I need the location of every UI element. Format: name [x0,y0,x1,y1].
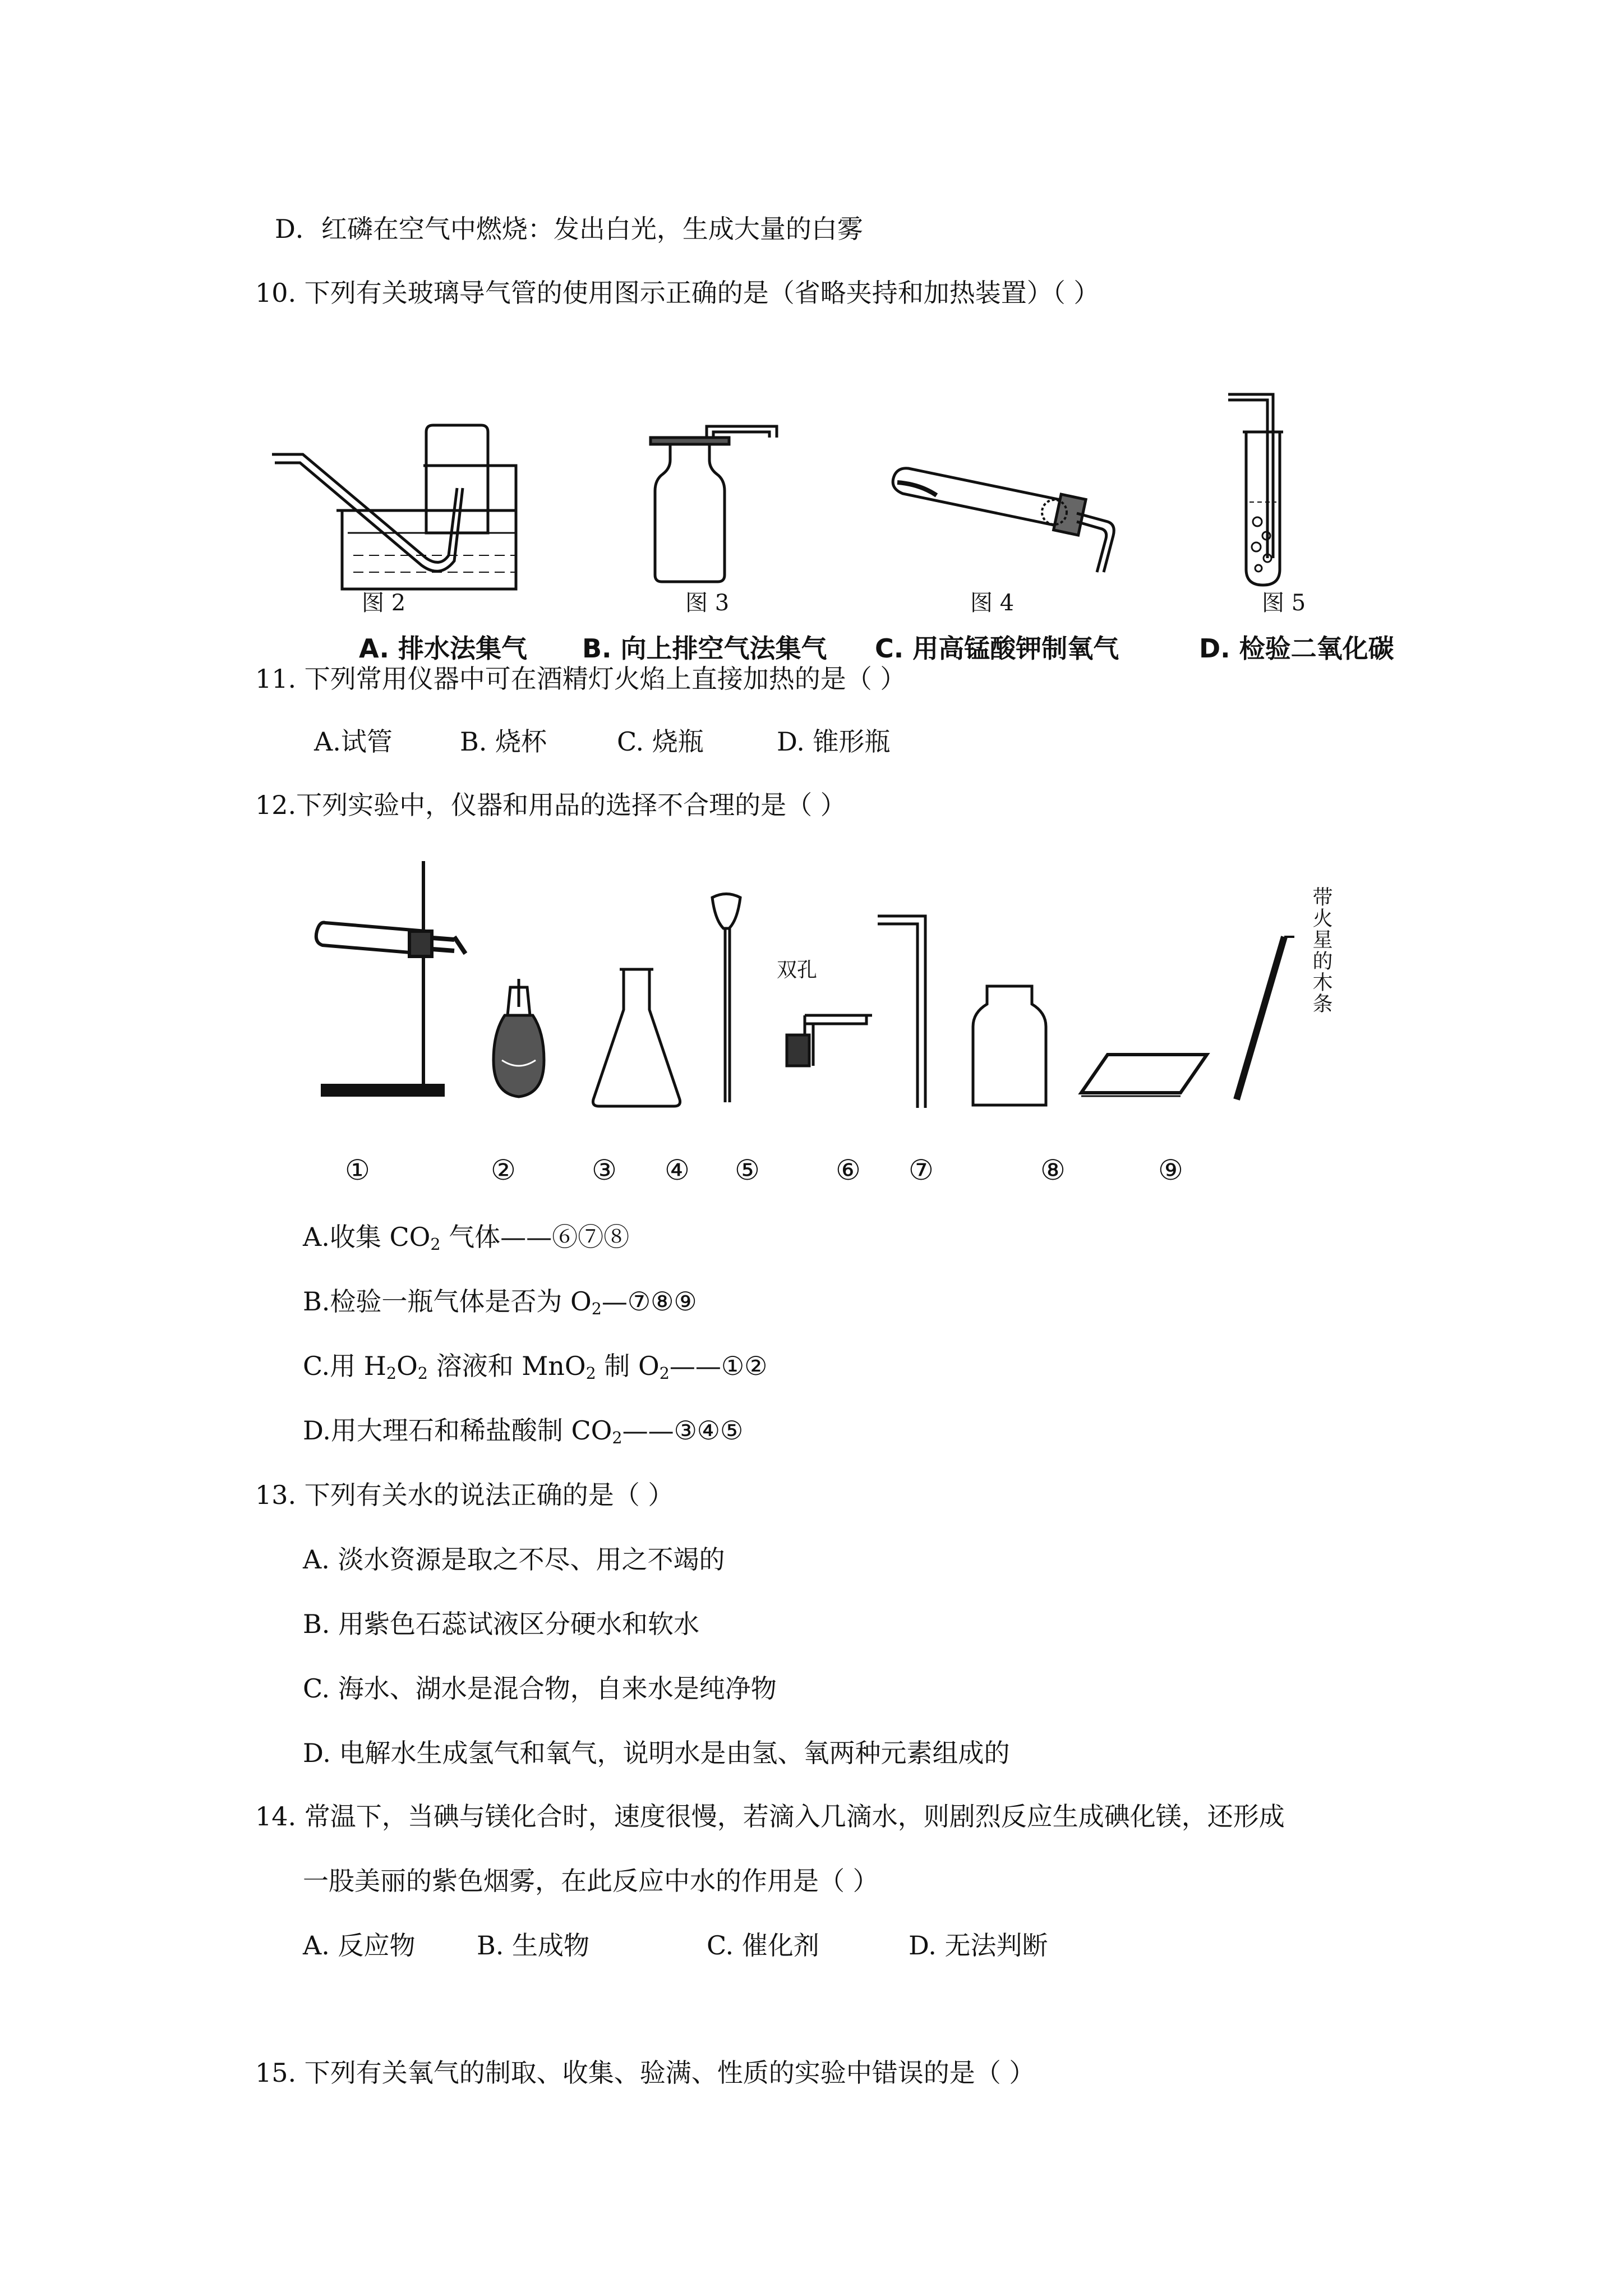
iron-stand-with-clamp-icon [314,858,482,1099]
gas-jar-icon [967,982,1052,1111]
apparatus-number-8: ⑧ [1040,1154,1066,1186]
q12-stem: 12.下列实验中，仪器和用品的选择不合理的是（ ） [255,790,846,820]
figure-5-caption: 图 5 [1262,590,1306,616]
q12-option-c: C.用 $H_2O_2$ 溶液和 MnO$_2$ 制 $O_2——①②$ [303,1351,768,1383]
water-displacement-apparatus-figure [269,421,527,595]
q11-option-b: B. 烧杯 [460,726,547,757]
q13-option-a: A. 淡水资源是取之不尽、用之不竭的 [303,1544,725,1575]
alcohol-lamp-icon [488,976,550,1105]
apparatus-number-2: ② [491,1154,516,1186]
gas-collection-bottle-figure [651,424,785,586]
q9-option-d: D．红磷在空气中燃烧：发出白光，生成大量的白雾 [275,214,863,244]
q10-option-a: A. 排水法集气 [359,633,527,664]
q10-option-d: D. 检验二氧化碳 [1199,633,1394,664]
q14-option-b: B. 生成物 [477,1930,590,1961]
figure-2-caption: 图 2 [362,590,406,616]
apparatus-number-4: ④ [665,1154,690,1186]
stopper-label: 双孔 [777,959,818,982]
apparatus-number-6: ⑥ [836,1154,861,1186]
q13-option-c: C. 海水、湖水是混合物，自来水是纯净物 [303,1673,777,1704]
heated-test-tube-figure [886,457,1127,592]
apparatus-number-9: ⑨ [1158,1154,1183,1186]
q11-option-a: A.试管 [314,726,393,757]
q14-stem-line1: 14. 常温下，当碘与镁化合时，速度很慢，若滴入几滴水，则剧烈反应生成碘化镁，还形成 [255,1801,1285,1832]
bent-glass-tube-icon [875,912,937,1114]
q10-option-c: C. 用高锰酸钾制氧气 [875,633,1119,664]
q13-stem: 13. 下列有关水的说法正确的是（ ） [255,1480,674,1510]
q14-option-c: C. 催化剂 [707,1930,819,1961]
q14-stem-line2: 一股美丽的紫色烟雾，在此反应中水的作用是（ ） [303,1866,879,1896]
splint-label: 带火星的木条 [1310,886,1332,1014]
apparatus-number-3: ③ [592,1154,617,1186]
glowing-splint-icon [1228,931,1295,1111]
figure-4-caption: 图 4 [970,590,1015,616]
q12-option-a: A.收集 $CO_2$ 气体——⑥⑦⑧ [303,1222,630,1254]
q10-stem: 10. 下列有关玻璃导气管的使用图示正确的是（省略夹持和加热装置）（ ） [255,278,1100,308]
q13-option-d: D. 电解水生成氢气和氧气，说明水是由氢、氧两种元素组成的 [303,1738,1010,1768]
q10-option-b: B. 向上排空气法集气 [582,633,827,664]
q14-option-d: D. 无法判断 [909,1930,1048,1961]
two-hole-stopper-icon [777,1004,878,1077]
q14-option-a: A. 反应物 [303,1930,416,1961]
q15-stem: 15. 下列有关氧气的制取、收集、验满、性质的实验中错误的是（ ） [255,2058,1035,2088]
q11-option-c: C. 烧瓶 [617,726,704,757]
q12-option-d: D.用大理石和稀盐酸制 $CO_2——③④⑤$ [303,1415,744,1448]
erlenmeyer-flask-icon [589,965,684,1111]
apparatus-number-5: ⑤ [735,1154,760,1186]
q13-option-b: B. 用紫色石蕊试液区分硬水和软水 [303,1609,700,1639]
apparatus-number-1: ① [345,1154,370,1186]
q11-option-d: D. 锥形瓶 [777,726,891,757]
glass-plate-icon [1077,1049,1211,1099]
q12-option-b: B.检验一瓶气体是否为 $O_2—⑦⑧⑨$ [303,1286,697,1319]
figure-3-caption: 图 3 [685,590,730,616]
long-neck-funnel-icon [704,889,749,1114]
apparatus-number-7: ⑦ [909,1154,934,1186]
q11-stem: 11. 下列常用仪器中可在酒精灯火焰上直接加热的是（ ） [255,664,906,694]
test-tube-with-bubbles-figure [1223,390,1324,592]
